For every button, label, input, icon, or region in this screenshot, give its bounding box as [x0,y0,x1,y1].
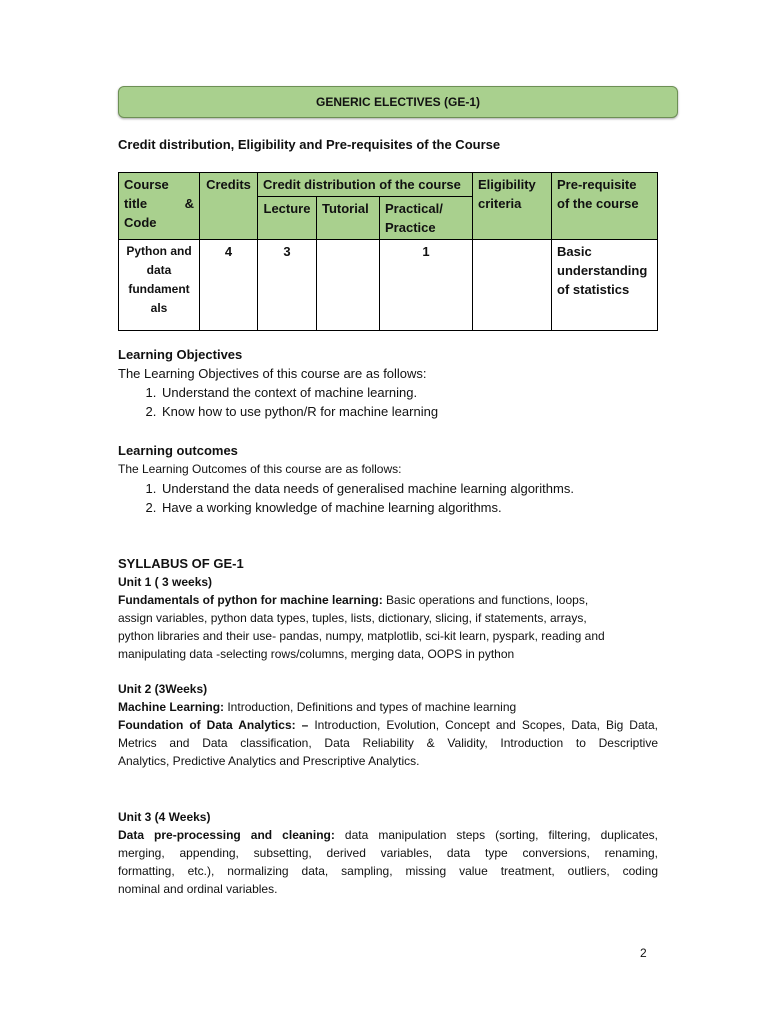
learning-outcomes [118,441,658,517]
cell-eligibility [473,240,552,331]
list-item: 1. Understand the context of machine learning. [160,383,658,402]
unit-2-fda-line [118,716,658,734]
header-credit-distribution: Credit distribution of the course [258,173,473,197]
unit-2-line1: Introduction, Evolution, Concept and Scopes, Data, Big Data, [308,718,658,732]
unit-2 [118,680,658,770]
unit-2-ml-line [118,698,658,716]
prereq-line: understanding [557,263,648,278]
unit-2-topic1: Machine Learning: [118,700,225,714]
unit-3-title: Unit 3 (4 Weeks) [118,810,211,824]
list-item: 2. Have a working knowledge of machine learning algorithms. [160,498,658,517]
list-item: 2. Know how to use python/R for machine learning [160,402,658,421]
cell-prerequisite [552,240,658,331]
unit-3-line2: merging, appending, subsetting, derived variables, data type conversions, renaming, [118,846,658,860]
header-lecture: Lecture [258,197,317,240]
ge-banner [118,86,678,118]
header-eligibility-line1: Eligibility [478,177,536,192]
cell-practical: 1 [380,240,473,331]
course-title-line: data [146,263,172,277]
banner-title: GENERIC ELECTIVES (GE-1) [315,95,481,109]
unit-3-line3: formatting, etc.), normalizing data, sampling, missing value treatment, outliers, coding [118,864,658,878]
header-course-title-line2 [124,194,194,213]
header-ampersand: & [184,196,194,211]
unit-1-line2: assign variables, python data types, tuples, lists, dictionary, slicing, if statements, arrays, [118,611,587,625]
header-prerequisite [552,173,658,240]
unit-1-line1: Basic operations and functions, loops, [382,593,589,607]
course-title-line: als [150,301,168,315]
unit-2-line2: Metrics and Data classification, Data Reliability & Validity, Introduction to Descriptive [118,736,658,750]
learning-objectives-intro: The Learning Objectives of this course are as follows: [118,366,427,381]
learning-outcomes-list [118,479,658,517]
header-credits: Credits [200,173,258,240]
header-practical-line2: Practice [385,220,436,235]
unit-3-line1: data manipulation steps (sorting, filtering, duplicates, [334,828,658,842]
header-practical [380,197,473,240]
unit-2-title: Unit 2 (3Weeks) [118,682,208,696]
unit-3-line4: nominal and ordinal variables. [118,882,278,896]
cell-credits: 4 [200,240,258,331]
unit-1-line [118,591,658,609]
learning-objectives-list [118,383,658,421]
prereq-line: of statistics [557,282,630,297]
unit-3-topic: Data pre-processing and cleaning: [118,828,335,842]
credit-section-heading: Credit distribution, Eligibility and Pre-requisites of the Course [118,137,501,152]
header-eligibility-line2: criteria [478,196,522,211]
unit-1 [118,573,658,663]
learning-outcomes-intro: The Learning Outcomes of this course are as follows: [118,462,402,476]
table-row [119,240,658,331]
unit-1-title: Unit 1 ( 3 weeks) [118,575,213,589]
unit-2-text1: Introduction, Definitions and types of machine learning [224,700,517,714]
cell-course-title [119,240,200,331]
unit-3-line [118,826,658,844]
page-number: 2 [640,946,647,960]
credit-table [118,172,658,331]
cell-lecture: 3 [258,240,317,331]
header-course-title [119,173,200,240]
header-prereq-line2: of the course [557,196,639,211]
header-course-title-line1: Course [124,177,169,192]
unit-3 [118,808,658,898]
unit-1-line3: python libraries and their use- pandas, numpy, matplotlib, sci-kit learn, pyspark, reading and [118,629,605,643]
header-title-word: title [124,196,148,211]
learning-objectives-heading: Learning Objectives [118,347,243,362]
learning-outcomes-heading: Learning outcomes [118,443,238,458]
unit-1-topic: Fundamentals of python for machine learning: [118,593,383,607]
header-tutorial: Tutorial [317,197,380,240]
syllabus-heading-block [118,554,658,573]
header-code: Code [124,215,157,230]
syllabus-heading: SYLLABUS OF GE-1 [118,556,244,571]
unit-2-line3: Analytics, Predictive Analytics and Prescriptive Analytics. [118,754,420,768]
table-header-row-1 [119,173,658,197]
course-title-line: fundament [128,282,190,296]
cell-tutorial [317,240,380,331]
header-prereq-line1: Pre-requisite [557,177,637,192]
list-item: 1. Understand the data needs of generalised machine learning algorithms. [160,479,658,498]
header-practical-line1: Practical/ [385,201,443,216]
learning-objectives [118,345,658,421]
prereq-line: Basic [557,244,592,259]
unit-2-topic2: Foundation of Data Analytics: – [118,718,309,732]
unit-1-line4: manipulating data -selecting rows/columns, merging data, OOPS in python [118,647,515,661]
course-title-line: Python and [126,244,192,258]
header-eligibility [473,173,552,240]
